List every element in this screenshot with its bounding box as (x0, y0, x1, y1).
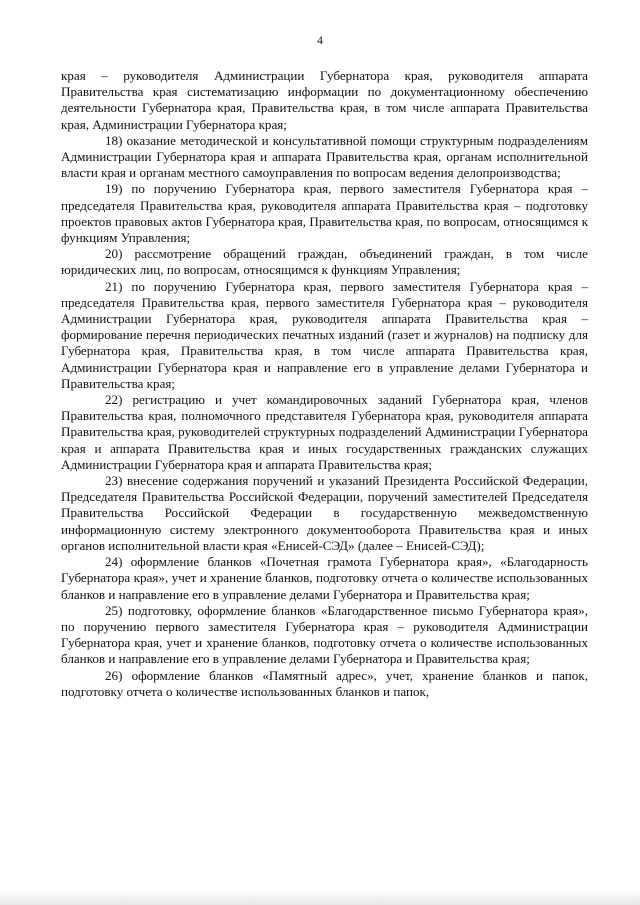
page-number: 4 (317, 33, 323, 47)
paragraph-item-23: 23) внесение содержания поручений и указаний Президента Российской Федерации, Председателя Правительства Российской Федерации, поручений заместителей Председателя Правительства Российской Федерации в государственную межведомственную информационную систему электронного документооборота Правительства края и иных органов исполнительной власти края «Енисей-СЭД» (далее – Енисей-СЭД); (61, 473, 588, 553)
document-body (61, 68, 588, 700)
paragraph-item-26: 26) оформление бланков «Памятный адрес», учет, хранение бланков и папок, подготовку отчета о количестве использованных бланков и папок, (61, 667, 588, 699)
scan-bottom-edge (0, 891, 640, 905)
paragraph-item-19: 19) по поручению Губернатора края, первого заместителя Губернатора края – председателя Правительства края, руководителя аппарата Правительства края – подготовку проектов правовых актов Губернатора края, Правительства края, по вопросам, относящимся к функциям Управления; (61, 181, 588, 246)
paragraph-item-24: 24) оформление бланков «Почетная грамота Губернатора края», «Благодарность Губернатора края», учет и хранение бланков, подготовку отчета о количестве использованных бланков и направление его в управление делами Губернатора и Правительства края; (61, 554, 588, 602)
paragraph-item-21: 21) по поручению Губернатора края, первого заместителя Губернатора края – председателя Правительства края, первого заместителя Губернатора края – руководителя Администрации Губернатора края, руководителя аппарата Правительства края – формирование перечня периодических печатных изданий (газет и журналов) на подписку для Губернатора края, Правительства края, в том числе аппарата Правительства края, Администрации Губернатора края и направление его в управление делами Губернатора и Правительства края; (61, 278, 588, 391)
paragraph-item-20: 20) рассмотрение обращений граждан, объединений граждан, в том числе юридических лиц, по вопросам, относящимся к функциям Управления; (61, 246, 588, 278)
paragraph-continuation: края – руководителя Администрации Губернатора края, руководителя аппарата Правительства края систематизацию информации по документационному обеспечению деятельности Губернатора края, Правительства края, в том числе аппарата Правительства края, Администрации Губернатора края; (61, 68, 588, 132)
paragraph-item-25: 25) подготовку, оформление бланков «Благодарственное письмо Губернатора края», по поручению первого заместителя Губернатора края – руководителя Администрации Губернатора края, учет и хранение бланков, подготовку отчета о количестве использованных бланков и направление его в управление делами Губернатора и Правительства края; (61, 602, 588, 667)
paragraph-item-18: 18) оказание методической и консультативной помощи структурным подразделениям Администрации Губернатора края и аппарата Правительства края, органам исполнительной власти края и органам местного самоуправления по вопросам ведения делопроизводства; (61, 132, 588, 181)
paragraph-item-22: 22) регистрацию и учет командировочных заданий Губернатора края, членов Правительства края, полномочного представителя Губернатора края, руководителя аппарата Правительства края, руководителей структурных подразделений Администрации Губернатора края и аппарата Правительства края и иных государственных гражданских служащих Администрации Губернатора края и аппарата Правительства края; (61, 392, 588, 472)
